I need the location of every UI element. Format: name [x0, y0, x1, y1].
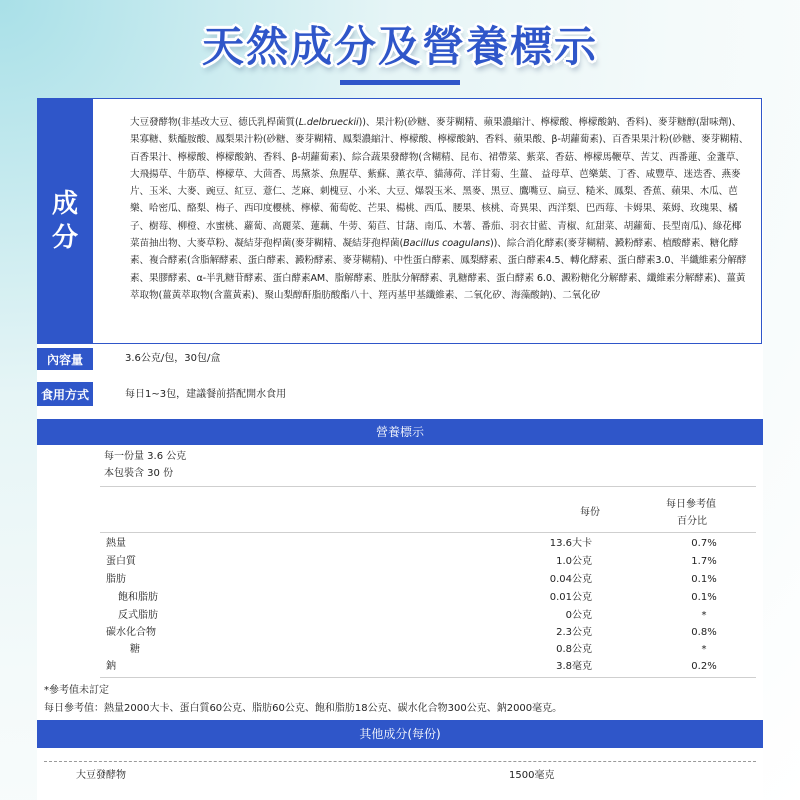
ingredients-latin-2: Bacillus coagulans: [403, 238, 491, 250]
ingredients-label: [37, 98, 93, 344]
nutrient-amount: 0.8公克: [556, 644, 592, 655]
nutrition-row-protein: [100, 552, 756, 571]
nutrition-divider-header: [100, 532, 756, 533]
nutrient-pct: *: [701, 610, 707, 621]
usage-label: 食用方式: [37, 382, 93, 406]
nutrient-name: 碳水化合物: [106, 627, 156, 638]
nutrient-name: 脂肪: [106, 574, 126, 585]
content-label: 內容量: [37, 348, 93, 370]
usage-value: 每日1~3包，建議餐前搭配開水食用: [125, 389, 287, 400]
ingredients-text-part-2: ))、果汁粉(砂糖、麥芽糊精、蘋果濃縮汁、檸檬酸、檸檬酸鈉、香料)、麥芽糖醇(甜味劑)、果寡糖、麩醯胺酸、鳳梨果汁粉(砂糖、麥芽糊精、鳳梨濃縮汁、檸檬酸、檸檬酸鈉、香料、蘋果酸、β-胡蘿蔔素)、百香果果汁粉(砂糖、麥芽糊精、百香果汁、檸檬酸、檸檬酸鈉、香料、β-胡蘿蔔素)、綜合蔬果發酵物(含糊精、昆布、裙帶菜、紫菜、香菇、檸檬馬鞭草、苦艾、西番蓮、金盞草、大飛揚草、牛筋草、檸檬草、大茴香、馬黛茶、魚腥草、紫蘇、薰衣草、貓薄荷、洋甘菊、生薑、 益母草、芭樂葉、丁香、咸豐草、迷迭香、燕麥片、玉米、大麥、豌豆、紅豆、薏仁、芝麻、刺槐豆、小米、大豆、爆裂玉米、黑麥、黑豆、鷹嘴豆、扁豆、糙米、鳳梨、香蕉、蘋果、木瓜、芭樂、哈密瓜、酪梨、梅子、西印度櫻桃、檸檬、葡萄乾、芒果、楊桃、西瓜、腰果、核桃、奇異果、西洋梨、巴西莓、卡姆果、萊姆、玫瑰果、橘子、樹莓、柳橙、水蜜桃、蘿蔔、高麗菜、蓮藕、牛蒡、菊苣、甘藷、南瓜、木薯、番茄、羽衣甘藍、青椒、紅甜菜、胡蘿蔔、長型南瓜)、綠花椰菜苗抽出物、大麥草粉、凝結芽孢桿菌(麥芽糊精、凝結芽孢桿菌(: [130, 117, 749, 250]
ingredients-text-part-1: 大豆發酵物(非基改大豆、德氏乳桿菌質(: [130, 117, 299, 128]
ingredients-label-char-2: 分: [51, 223, 78, 253]
ingredients-latin-1: L.delbrueckii: [298, 117, 359, 128]
ingredients-text-part-3: ))、綜合消化酵素(麥芽糊精、澱粉酵素、植酸酵素、糖化酵素、複合酵素(含脂解酵素、蛋白酵素、澱粉酵素、麥芽糊精)、中性蛋白酵素、鳳梨酵素、蛋白酵素4.5、轉化酵素、蛋白酵素3.0、半纖維素分解酵素、果膠酵素、α-半乳糖苷酵素、蛋白酵素AM、脂解酵素、胜肽分解酵素、乳糖酵素、蛋白酵素 6.0、澱粉糖化分解酵素、纖維素分解酵素)、薑黃萃取物(薑黃萃取物(含薑黃素)、聚山梨醇酐脂肪酸酯八十、羥丙基甲基纖維素、二氧化矽、海藻酸鈉)、二氧化矽: [130, 238, 747, 301]
nutrition-divider-bottom: [100, 677, 756, 678]
nutrition-row-sodium: [100, 657, 756, 676]
serving-size: 每一份量 3.6 公克: [104, 451, 187, 462]
nutrition-header: 營養標示: [37, 419, 763, 445]
nutrient-pct: *: [701, 644, 707, 655]
nutrient-amount: 3.8毫克: [556, 661, 592, 672]
other-ingredient-amount: 1500毫克: [509, 770, 555, 781]
page-title: 天然成分及營養標示: [201, 22, 598, 71]
ingredients-text: [130, 114, 750, 304]
nutrient-amount: 0公克: [565, 610, 592, 621]
footnote-not-defined: *參考值未訂定: [44, 685, 109, 696]
nutrition-row-fat: [100, 570, 756, 589]
col-per-serving: 每份: [580, 507, 600, 518]
nutrient-pct: 0.7%: [691, 538, 717, 549]
content-value: 3.6公克/包，30包/盒: [125, 353, 221, 364]
nutrition-divider-top: [100, 486, 756, 487]
footnote-daily-reference: 每日參考值：熱量2000大卡、蛋白質60公克、脂肪60公克、飽和脂肪18公克、碳水化合物300公克、鈉2000毫克。: [44, 703, 563, 714]
nutrient-name: 鈉: [106, 661, 116, 672]
nutrient-amount: 1.0公克: [556, 556, 592, 567]
nutrient-pct: 1.7%: [691, 556, 717, 567]
nutrient-pct: 0.8%: [691, 627, 717, 638]
nutrient-amount: 0.01公克: [549, 592, 592, 603]
nutrient-name: 反式脂肪: [118, 610, 158, 621]
nutrient-pct: 0.1%: [691, 574, 717, 585]
other-ingredient-name: 大豆發酵物: [76, 770, 126, 781]
nutrient-name: 蛋白質: [106, 556, 136, 567]
nutrient-name: 糖: [130, 644, 140, 655]
other-divider: [44, 761, 756, 762]
nutrient-amount: 13.6大卡: [549, 538, 592, 549]
nutrient-amount: 0.04公克: [549, 574, 592, 585]
servings-per-pack: 本包裝含 30 份: [104, 468, 174, 479]
other-ingredients-header: 其他成分(每份): [37, 720, 763, 748]
nutrient-pct: 0.1%: [691, 592, 717, 603]
nutrition-row-energy: [100, 534, 756, 553]
nutrient-amount: 2.3公克: [556, 627, 592, 638]
nutrient-name: 飽和脂肪: [118, 592, 158, 603]
nutrient-name: 熱量: [106, 538, 126, 549]
ingredients-label-char-1: 成: [51, 189, 78, 219]
nutrition-row-saturated-fat: [100, 588, 756, 607]
col-daily-value-line1: 每日參考值: [666, 499, 716, 510]
nutrient-pct: 0.2%: [691, 661, 717, 672]
col-daily-value-line2: 百分比: [677, 516, 707, 527]
title-underline: [340, 80, 460, 85]
